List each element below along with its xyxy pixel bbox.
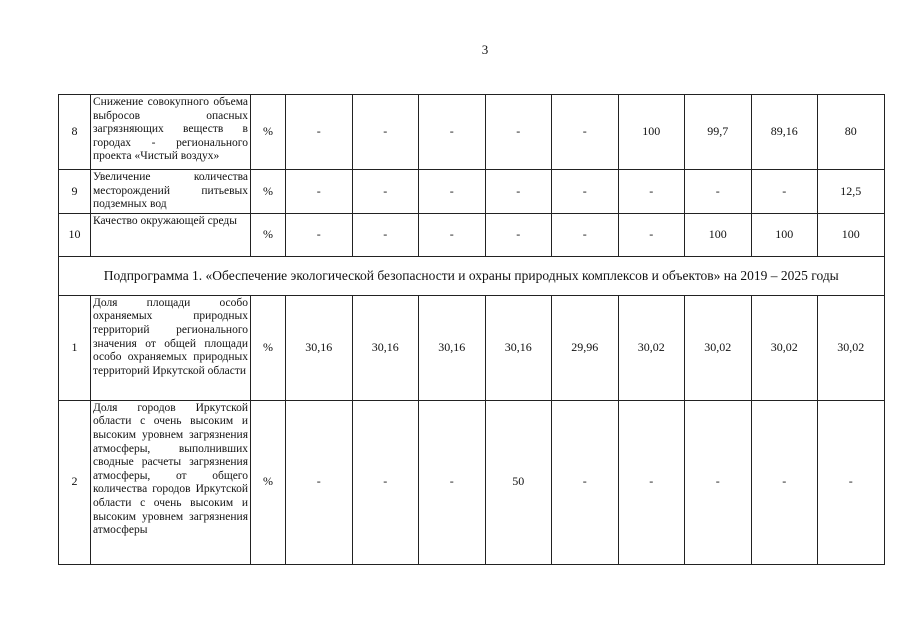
row-number: 2 <box>59 400 91 564</box>
value-cell: - <box>618 170 685 214</box>
indicator-name: Доля городов Иркутской области с очень высоким и высоким уровнем загрязнения атмосферы, выполнивших сводные расчеты загрязнения атмосферы, от общего количества городов Иркутской области с очень высоким и высоким уровнем загрязнения атмосферы <box>91 400 251 564</box>
table-row <box>59 95 885 170</box>
indicator-name: Качество окружающей среды <box>91 213 251 256</box>
table-row <box>59 170 885 214</box>
value-cell: - <box>618 213 685 256</box>
value-cell: - <box>618 400 685 564</box>
value-cell: 30,02 <box>751 295 818 400</box>
table-section <box>59 256 885 295</box>
table-body-top <box>59 95 885 257</box>
unit-cell: % <box>251 295 286 400</box>
value-cell: 30,16 <box>352 295 419 400</box>
unit-cell: % <box>251 400 286 564</box>
value-cell: - <box>685 170 752 214</box>
value-cell: 12,5 <box>818 170 885 214</box>
value-cell: - <box>352 95 419 170</box>
value-cell: - <box>419 95 486 170</box>
value-cell: - <box>552 95 619 170</box>
value-cell: 50 <box>485 400 552 564</box>
value-cell: - <box>352 400 419 564</box>
value-cell: 30,16 <box>419 295 486 400</box>
indicator-name: Увеличение количества месторождений питьевых подземных вод <box>91 170 251 214</box>
row-number: 8 <box>59 95 91 170</box>
value-cell: - <box>552 170 619 214</box>
section-row <box>59 256 885 295</box>
table-row <box>59 400 885 564</box>
indicators-table <box>58 94 885 565</box>
row-number: 9 <box>59 170 91 214</box>
value-cell: - <box>352 170 419 214</box>
value-cell: 89,16 <box>751 95 818 170</box>
value-cell: 30,16 <box>286 295 353 400</box>
unit-cell: % <box>251 95 286 170</box>
value-cell: - <box>751 170 818 214</box>
table-body-bottom <box>59 295 885 564</box>
indicator-name: Снижение совокупного объема выбросов опасных загрязняющих веществ в городах - регионального проекта «Чистый воздух» <box>91 95 251 170</box>
value-cell: - <box>552 213 619 256</box>
value-cell: - <box>286 95 353 170</box>
value-cell: - <box>751 400 818 564</box>
value-cell: 100 <box>751 213 818 256</box>
value-cell: 80 <box>818 95 885 170</box>
value-cell: - <box>818 400 885 564</box>
value-cell: 30,02 <box>818 295 885 400</box>
value-cell: - <box>485 95 552 170</box>
value-cell: 100 <box>618 95 685 170</box>
value-cell: - <box>552 400 619 564</box>
row-number: 1 <box>59 295 91 400</box>
value-cell: 100 <box>818 213 885 256</box>
value-cell: 29,96 <box>552 295 619 400</box>
value-cell: - <box>419 400 486 564</box>
value-cell: - <box>419 170 486 214</box>
value-cell: 100 <box>685 213 752 256</box>
value-cell: - <box>485 170 552 214</box>
value-cell: - <box>685 400 752 564</box>
value-cell: - <box>286 213 353 256</box>
indicator-name: Доля площади особо охраняемых природных территорий регионального значения от общей площади особо охраняемых природных территорий Иркутской области <box>91 295 251 400</box>
value-cell: 30,02 <box>685 295 752 400</box>
value-cell: - <box>352 213 419 256</box>
table-row <box>59 295 885 400</box>
value-cell: 30,16 <box>485 295 552 400</box>
value-cell: 99,7 <box>685 95 752 170</box>
row-number: 10 <box>59 213 91 256</box>
value-cell: - <box>485 213 552 256</box>
unit-cell: % <box>251 170 286 214</box>
value-cell: - <box>286 170 353 214</box>
value-cell: - <box>419 213 486 256</box>
page-number: 3 <box>481 42 489 57</box>
unit-cell: % <box>251 213 286 256</box>
value-cell: 30,02 <box>618 295 685 400</box>
value-cell: - <box>286 400 353 564</box>
section-title: Подпрограмма 1. «Обеспечение экологической безопасности и охраны природных комплексов и объектов» на 2019 – 2025 годы <box>59 256 885 295</box>
table-row <box>59 213 885 256</box>
